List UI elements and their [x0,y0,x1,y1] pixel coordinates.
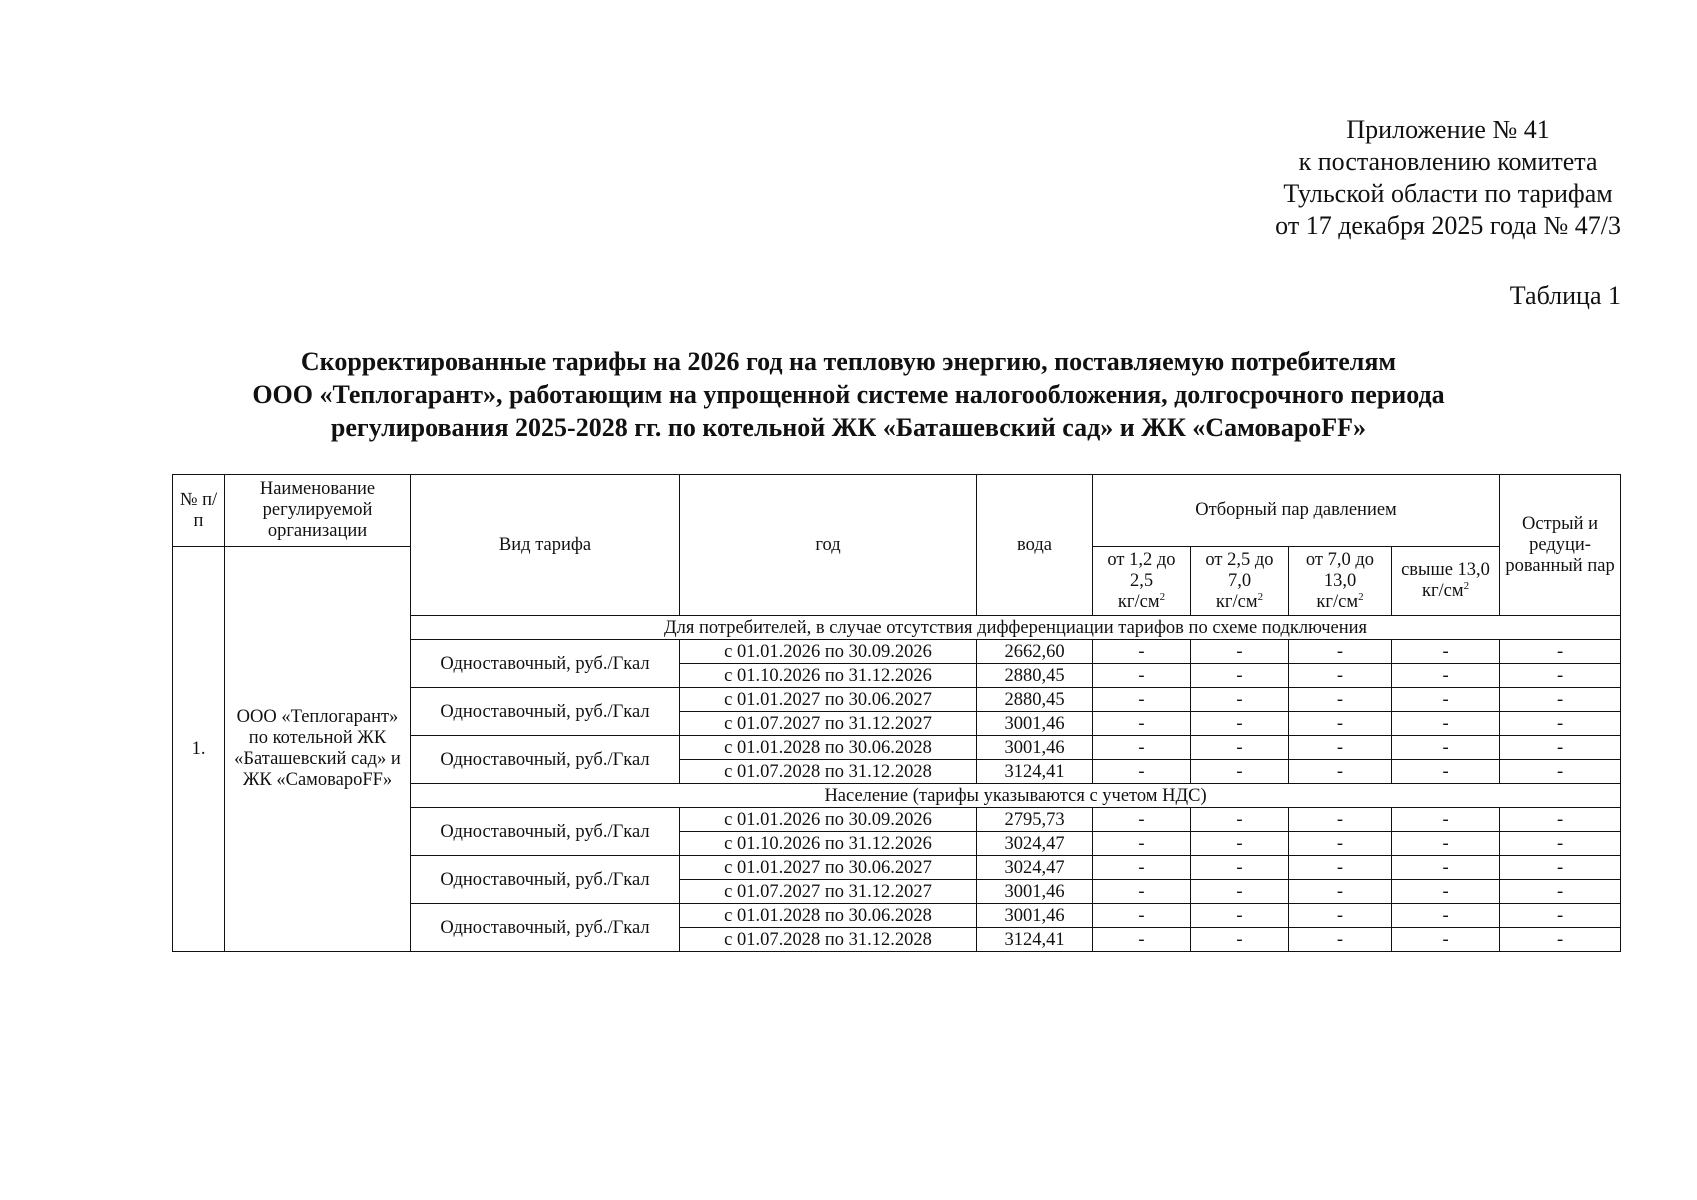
sharp-cell: - [1500,760,1621,784]
p2-cell: - [1191,832,1289,856]
pressure-unit: кг/см [1316,591,1359,612]
period-cell: с 01.10.2026 по 31.12.2026 [680,664,977,688]
tariff-type-cell: Одноставочный, руб./Гкал [411,856,680,904]
header-pressure-4 [1392,547,1500,616]
appendix-block [1275,114,1621,242]
water-cell: 3001,46 [977,736,1093,760]
header-pressure-1 [1093,547,1191,616]
p4-cell: - [1392,904,1500,928]
pressure-range: свыше 13,0 [1401,560,1490,580]
p2-cell: - [1191,688,1289,712]
tariff-type-cell: Одноставочный, руб./Гкал [411,688,680,736]
water-cell: 3024,47 [977,856,1093,880]
sharp-cell: - [1500,808,1621,832]
p4-cell: - [1392,736,1500,760]
tariff-table [172,474,1621,952]
sharp-cell: - [1500,904,1621,928]
p2-cell: - [1191,760,1289,784]
period-cell: с 01.01.2026 по 30.09.2026 [680,640,977,664]
p2-cell: - [1191,880,1289,904]
tariff-type-cell: Одноставочный, руб./Гкал [411,736,680,784]
pressure-unit: кг/см [1421,581,1464,601]
sharp-cell: - [1500,664,1621,688]
p3-cell: - [1289,832,1392,856]
pressure-range: от 2,5 до 7,0 [1205,549,1274,591]
header-pressure-2 [1191,547,1289,616]
water-cell: 3001,46 [977,880,1093,904]
section-title: Для потребителей, в случае отсутствия дифференциации тарифов по схеме подключения [411,616,1621,640]
unit-superscript: 2 [1463,579,1470,592]
sharp-cell: - [1500,856,1621,880]
tariff-type-cell: Одноставочный, руб./Гкал [411,640,680,688]
p1-cell: - [1093,856,1191,880]
appendix-line: к постановлению комитета [1298,147,1598,176]
title-line: Скорректированные тарифы на 2026 год на тепловую энергию, поставляемую потребителям [300,347,1397,376]
header-org: Наименование регулируемой организации [225,475,411,547]
tariff-type-cell: Одноставочный, руб./Гкал [411,808,680,856]
row-number: 1. [173,547,225,952]
p2-cell: - [1191,928,1289,952]
p3-cell: - [1289,712,1392,736]
unit-superscript: 2 [1358,590,1364,603]
document-title [0,345,1697,444]
title-line: ООО «Теплогарант», работающим на упрощенной системе налогообложения, долгосрочного периода [252,380,1445,409]
p2-cell: - [1191,712,1289,736]
p1-cell: - [1093,640,1191,664]
p4-cell: - [1392,712,1500,736]
p4-cell: - [1392,760,1500,784]
p2-cell: - [1191,904,1289,928]
p1-cell: - [1093,760,1191,784]
p1-cell: - [1093,736,1191,760]
p3-cell: - [1289,760,1392,784]
p3-cell: - [1289,640,1392,664]
p1-cell: - [1093,688,1191,712]
water-cell: 3124,41 [977,928,1093,952]
p1-cell: - [1093,928,1191,952]
water-cell: 3001,46 [977,904,1093,928]
period-cell: с 01.10.2026 по 31.12.2026 [680,832,977,856]
header-year: год [680,475,977,616]
section-title: Население (тарифы указываются с учетом НДС) [411,784,1621,808]
period-cell: с 01.01.2027 по 30.06.2027 [680,688,977,712]
p1-cell: - [1093,664,1191,688]
pressure-unit: кг/см [1215,591,1258,612]
water-cell: 2880,45 [977,688,1093,712]
p3-cell: - [1289,808,1392,832]
header-tariff-type: Вид тарифа [411,475,680,616]
sharp-cell: - [1500,832,1621,856]
water-cell: 2662,60 [977,640,1093,664]
header-water: вода [977,475,1093,616]
appendix-line: Приложение № 41 [1346,115,1550,144]
water-cell: 2795,73 [977,808,1093,832]
p3-cell: - [1289,856,1392,880]
header-steam-group: Отборный пар давлением [1093,475,1500,547]
pressure-range: от 7,0 до 13,0 [1305,549,1375,591]
p4-cell: - [1392,928,1500,952]
p2-cell: - [1191,640,1289,664]
p4-cell: - [1392,832,1500,856]
sharp-cell: - [1500,928,1621,952]
p1-cell: - [1093,712,1191,736]
p4-cell: - [1392,688,1500,712]
sharp-cell: - [1500,880,1621,904]
p4-cell: - [1392,856,1500,880]
p3-cell: - [1289,688,1392,712]
water-cell: 3001,46 [977,712,1093,736]
p2-cell: - [1191,856,1289,880]
title-line: регулирования 2025-2028 гг. по котельной ЖК «Баташевский сад» и ЖК «СамовароFF» [330,413,1367,442]
p3-cell: - [1289,736,1392,760]
p3-cell: - [1289,904,1392,928]
water-cell: 3124,41 [977,760,1093,784]
water-cell: 3024,47 [977,832,1093,856]
p4-cell: - [1392,640,1500,664]
p1-cell: - [1093,904,1191,928]
p1-cell: - [1093,880,1191,904]
appendix-line: от 17 декабря 2025 года № 47/3 [1275,211,1621,240]
p1-cell: - [1093,808,1191,832]
period-cell: с 01.01.2027 по 30.06.2027 [680,856,977,880]
p3-cell: - [1289,664,1392,688]
organization-name: ООО «Теплогарант» по котельной ЖК «Баташевский сад» и ЖК «СамовароFF» [225,547,411,952]
appendix-line: Тульской области по тарифам [1283,179,1613,208]
p2-cell: - [1191,808,1289,832]
p3-cell: - [1289,928,1392,952]
period-cell: с 01.07.2027 по 31.12.2027 [680,712,977,736]
period-cell: с 01.07.2027 по 31.12.2027 [680,880,977,904]
tariff-type-cell: Одноставочный, руб./Гкал [411,904,680,952]
unit-superscript: 2 [1257,590,1264,603]
sharp-cell: - [1500,736,1621,760]
header-num: № п/п [173,475,225,547]
table-label: Таблица 1 [1509,281,1621,310]
p4-cell: - [1392,880,1500,904]
sharp-cell: - [1500,712,1621,736]
period-cell: с 01.07.2028 по 31.12.2028 [680,760,977,784]
p2-cell: - [1191,664,1289,688]
p2-cell: - [1191,736,1289,760]
p1-cell: - [1093,832,1191,856]
header-pressure-3 [1289,547,1392,616]
pressure-unit: кг/см [1117,591,1160,612]
period-cell: с 01.01.2026 по 30.09.2026 [680,808,977,832]
period-cell: с 01.01.2028 по 30.06.2028 [680,736,977,760]
water-cell: 2880,45 [977,664,1093,688]
sharp-cell: - [1500,640,1621,664]
p3-cell: - [1289,880,1392,904]
period-cell: с 01.07.2028 по 31.12.2028 [680,928,977,952]
p4-cell: - [1392,664,1500,688]
period-cell: с 01.01.2028 по 30.06.2028 [680,904,977,928]
sharp-cell: - [1500,688,1621,712]
pressure-range: от 1,2 до 2,5 [1107,549,1176,591]
unit-superscript: 2 [1159,590,1166,603]
p4-cell: - [1392,808,1500,832]
header-sharp-steam: Острый и редуци-рованный пар [1500,475,1621,616]
